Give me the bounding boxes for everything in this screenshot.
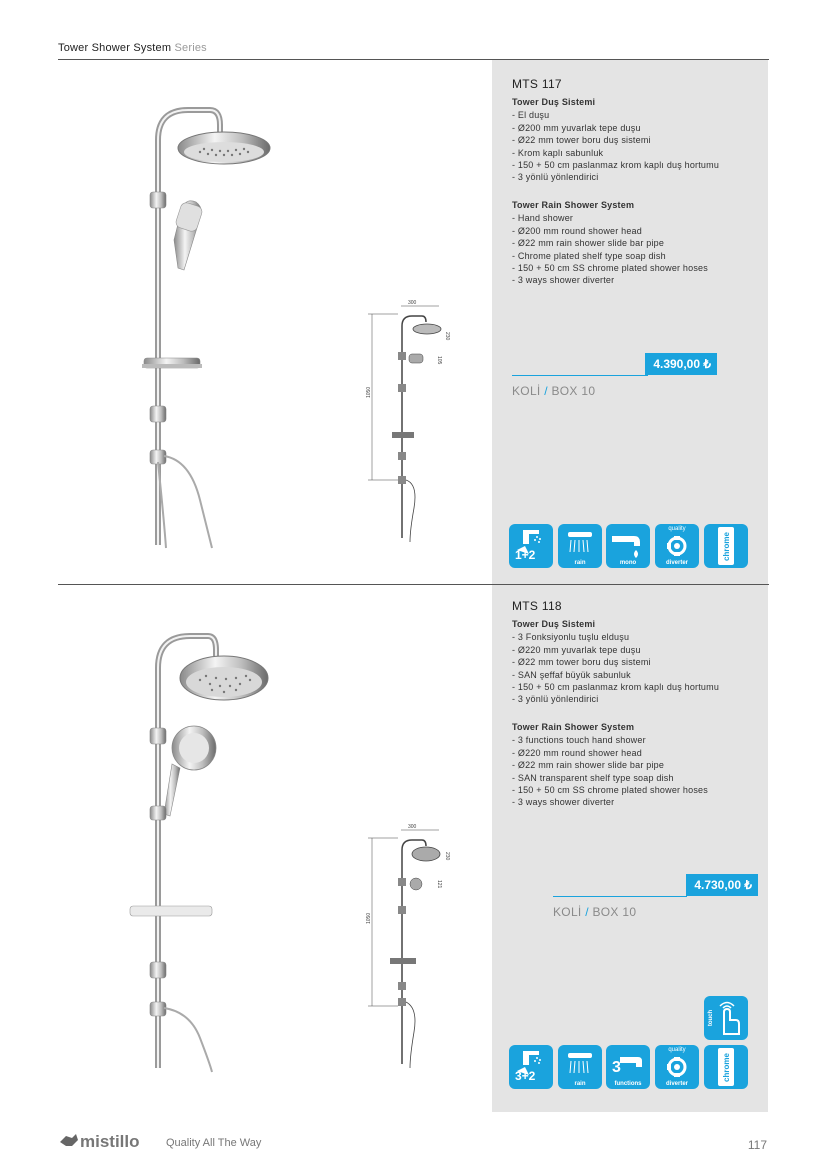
spec-line: - SAN transparent shelf type soap dish (512, 772, 674, 783)
icon-rain-label: rain (574, 560, 586, 566)
spec-line: - El duşu (512, 110, 550, 121)
spec-line: - Ø22 mm tower boru duş sistemi (512, 135, 651, 146)
icon-3plus2-label: 3+2 (515, 1069, 536, 1083)
spec-line: - Ø22 mm rain shower slide bar pipe (512, 238, 665, 249)
spec-line: - Ø22 mm rain shower slide bar pipe (512, 760, 665, 771)
icon-chrome-label: chrome (721, 531, 731, 561)
product-2-dim-width: 300 (408, 824, 417, 830)
icon-functions-label: functions (614, 1081, 642, 1087)
product-1-dim-height: 1050 (366, 386, 372, 398)
product-1-dim-hand: 105 (436, 356, 442, 365)
product-1-en-title: Tower Rain Shower System (512, 200, 635, 210)
spec-line: - SAN şeffaf büyük sabunluk (512, 669, 631, 680)
feature-quality-diverter-icon (655, 524, 699, 568)
icon-diverter-label: diverter (665, 560, 688, 566)
product-2-dim-hand: 121 (436, 880, 442, 889)
spec-line: - Ø22 mm tower boru duş sistemi (512, 657, 651, 668)
product-1-packaging: KOLİ / BOX 10 (512, 384, 596, 398)
spec-line: - 150 + 50 cm SS chrome plated shower hoses (512, 785, 708, 796)
spec-line: - 150 + 50 cm SS chrome plated shower hoses (512, 263, 708, 274)
feature-3plus2-icon (509, 1045, 553, 1089)
feature-rain-icon (558, 1045, 602, 1089)
feature-chrome-icon (704, 524, 748, 568)
spec-line: - Ø220 mm yuvarlak tepe duşu (512, 644, 641, 655)
product-1-model: MTS 117 (512, 77, 562, 91)
brand-logo (58, 1128, 162, 1157)
page-number: 117 (747, 1138, 767, 1152)
box-label: BOX 10 (551, 384, 596, 398)
box-label: BOX 10 (592, 905, 637, 919)
product-2-en-title: Tower Rain Shower System (512, 722, 635, 732)
product-1-dim-width: 300 (408, 300, 417, 306)
spec-line: - Ø200 mm yuvarlak tepe duşu (512, 122, 641, 133)
product-1-photo (120, 100, 290, 550)
product-1-price: 4.390,00 ₺ (645, 353, 717, 375)
spec-line: - 3 ways shower diverter (512, 797, 615, 808)
footer-tagline: Quality All The Way (166, 1137, 262, 1149)
product-2-drawing (360, 822, 450, 1072)
spec-line: - 3 functions touch hand shower (512, 735, 646, 746)
product-2-photo (120, 628, 290, 1073)
koli-label: KOLİ (553, 905, 582, 919)
icon-quality-label: quality (668, 526, 686, 532)
icon-3-label: 3 (612, 1059, 621, 1076)
icon-chrome-label: chrome (721, 1052, 731, 1082)
spec-line: - Ø200 mm round shower head (512, 225, 642, 236)
spec-line: - 150 + 50 cm paslanmaz krom kaplı duş hortumu (512, 160, 720, 171)
header-series: Series (174, 42, 207, 54)
icon-mono-label: mono (619, 560, 637, 566)
koli-label: KOLİ (512, 384, 541, 398)
product-2-tr-specs (512, 618, 719, 706)
feature-mono-icon (606, 524, 650, 568)
product-1-drawing (360, 298, 450, 548)
feature-touch-icon (704, 996, 748, 1040)
icon-rain-label: rain (574, 1081, 586, 1087)
spec-line: - Chrome plated shelf type soap dish (512, 250, 666, 261)
product-2-tr-title: Tower Duş Sistemi (512, 619, 596, 629)
brand-name: mistillo (80, 1132, 140, 1151)
spec-line: - 3 ways shower diverter (512, 275, 615, 286)
header-title: Tower Shower System (58, 42, 172, 54)
icon-1plus2-label: 1+2 (515, 548, 536, 562)
spec-line: - Krom kaplı sabunluk (512, 147, 604, 158)
feature-1plus2-icon (509, 524, 553, 568)
feature-quality-diverter-icon (655, 1045, 699, 1089)
product-1-dim-head: 230 (444, 332, 450, 341)
icon-diverter-label: diverter (665, 1081, 688, 1087)
spec-line: - 3 yönlü yönlendirici (512, 172, 599, 183)
feature-3-functions-icon (606, 1045, 650, 1089)
feature-rain-icon (558, 524, 602, 568)
product-1-tr-specs (512, 96, 719, 184)
product-2-dim-head: 230 (444, 852, 450, 861)
icon-touch-label: touch (708, 1009, 714, 1027)
spec-line: - Ø220 mm round shower head (512, 747, 642, 758)
feature-chrome-icon (704, 1045, 748, 1089)
product-1-tr-title: Tower Duş Sistemi (512, 97, 596, 107)
product-2-model: MTS 118 (512, 599, 562, 613)
spec-line: - 150 + 50 cm paslanmaz krom kaplı duş hortumu (512, 682, 720, 693)
spec-line: - 3 yönlü yönlendirici (512, 694, 599, 705)
product-2-packaging: KOLİ / BOX 10 (553, 905, 637, 919)
spec-line: - Hand shower (512, 213, 574, 224)
product-1-en-specs (512, 199, 708, 287)
product-2-price-rule (553, 896, 687, 897)
page-header (58, 42, 207, 54)
product-2-en-specs (512, 721, 708, 809)
product-2-dim-height: 1050 (366, 912, 372, 924)
product-2-price: 4.730,00 ₺ (686, 874, 758, 896)
product-1-price-rule (512, 375, 648, 376)
icon-quality-label: quality (668, 1047, 686, 1053)
spec-line: - 3 Fonksiyonlu tuşlu elduşu (512, 632, 630, 643)
